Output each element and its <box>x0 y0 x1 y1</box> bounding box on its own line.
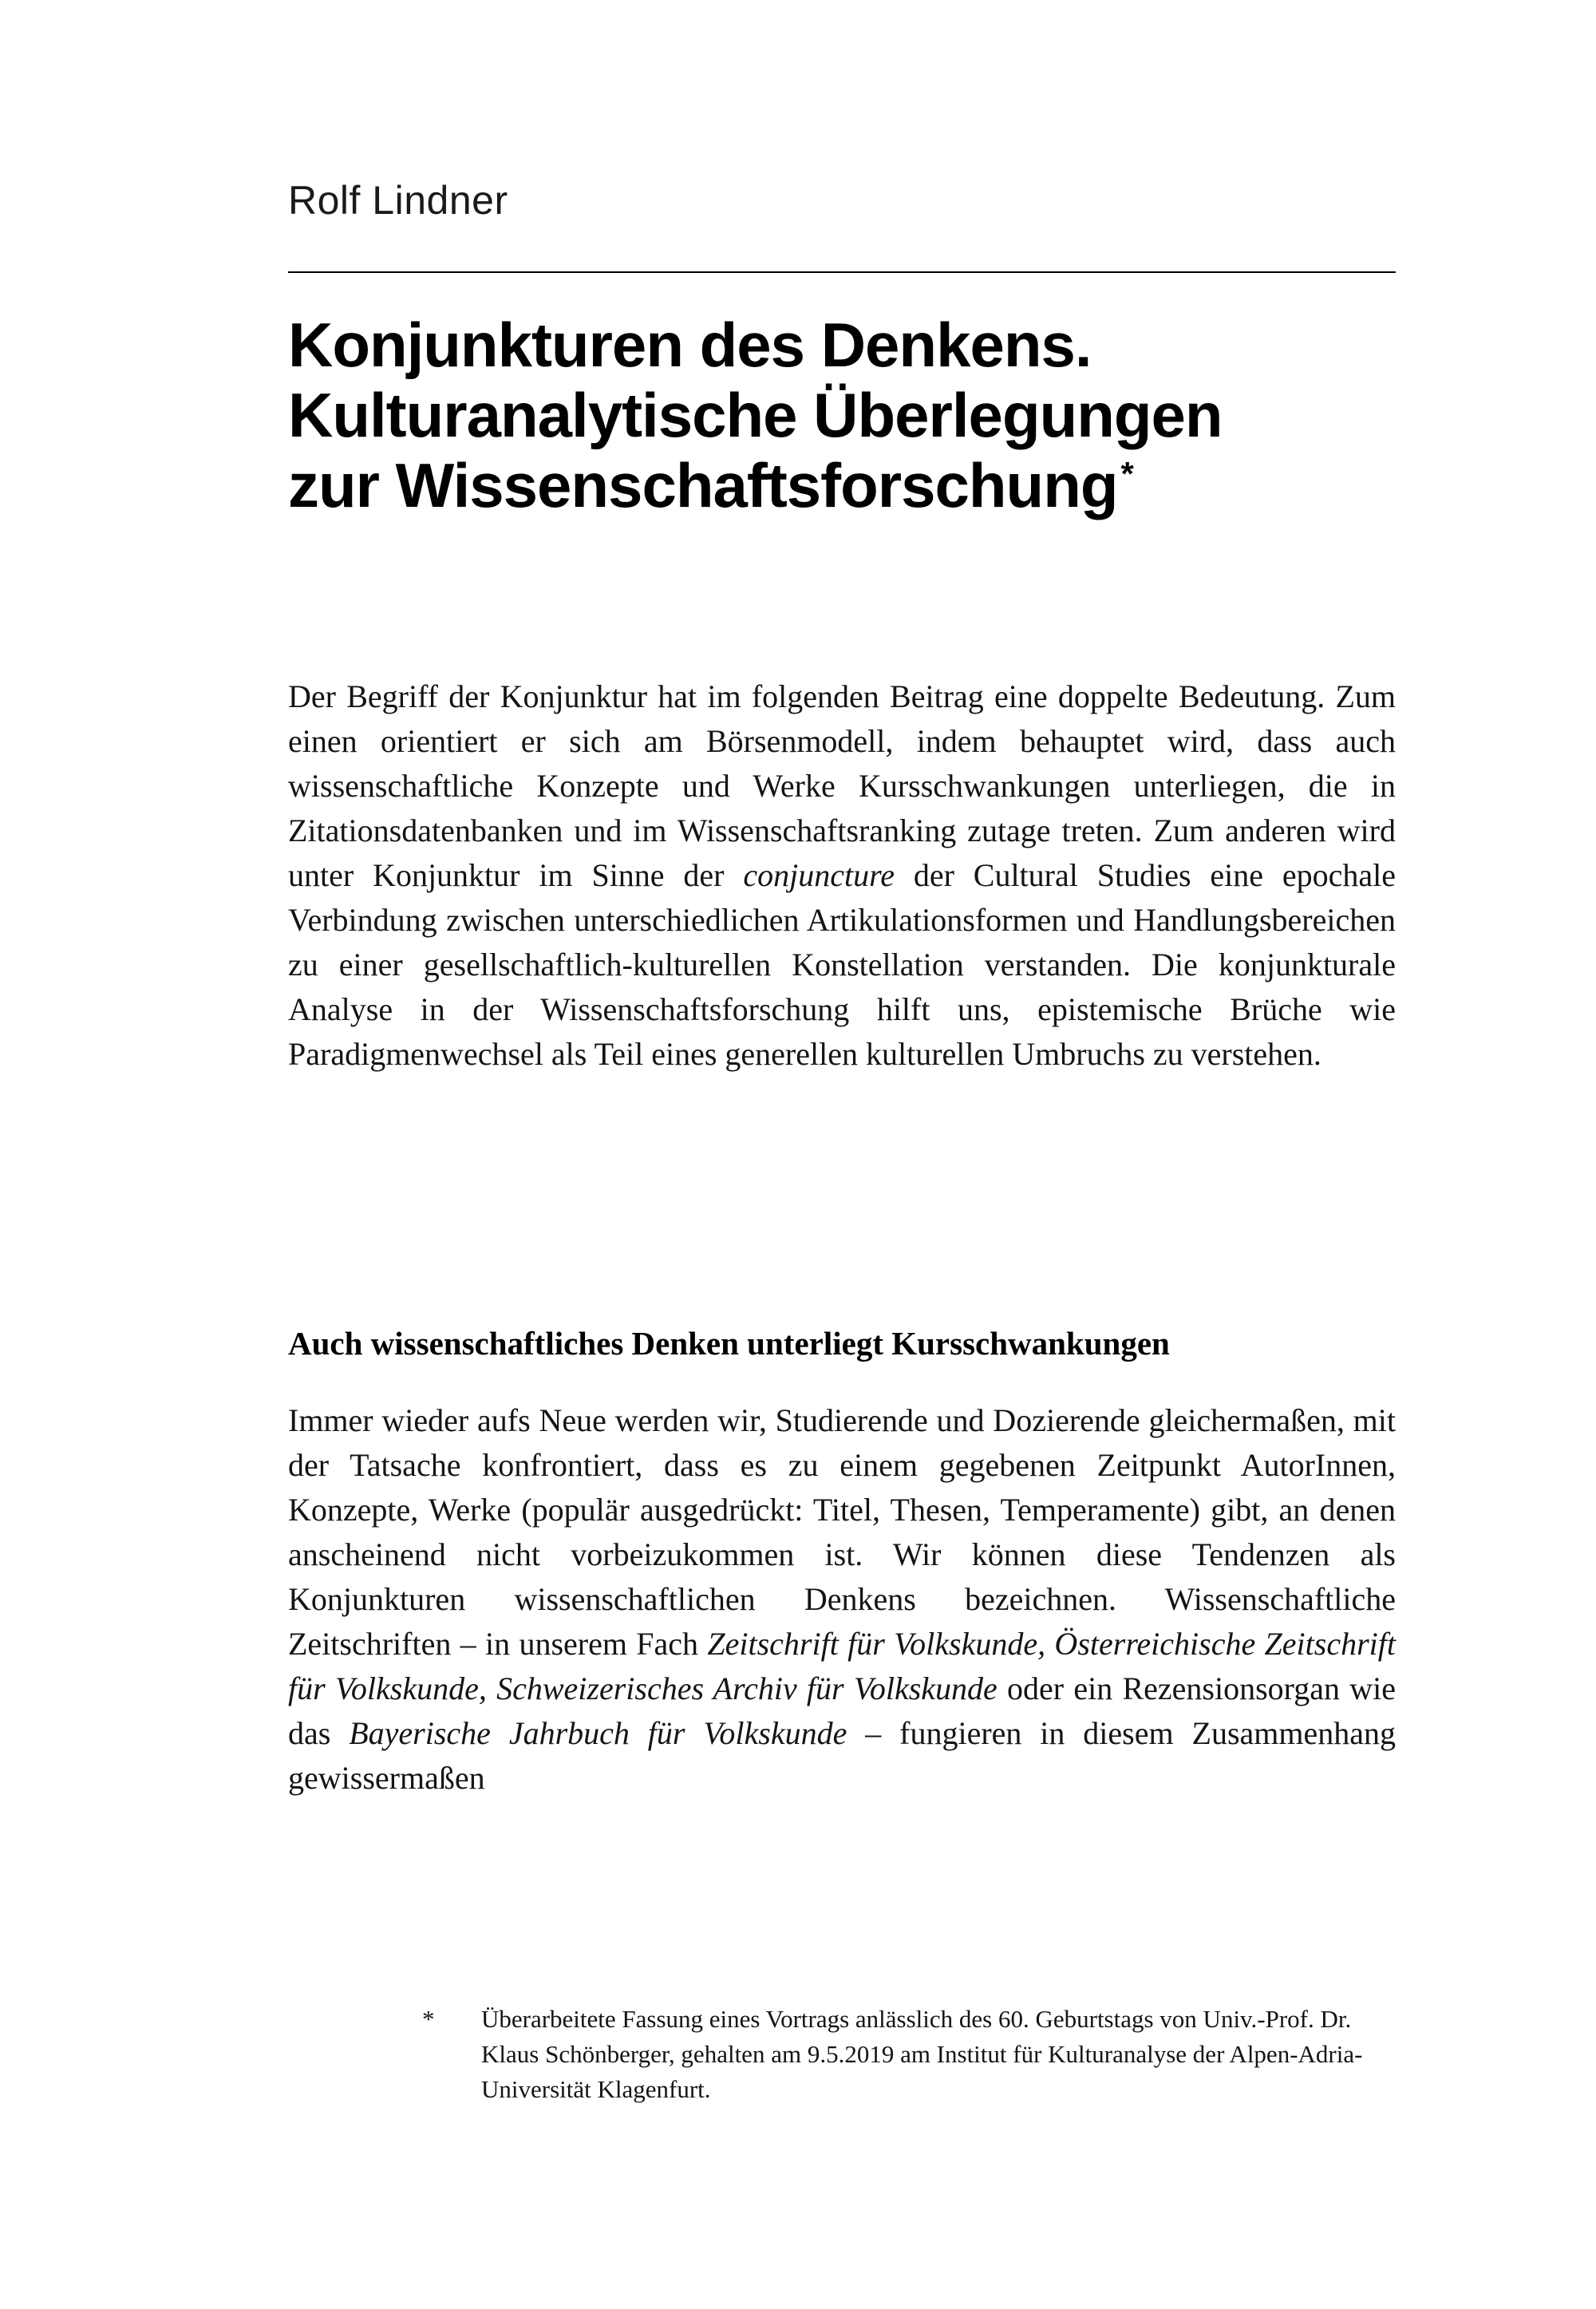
divider-rule <box>288 271 1396 273</box>
title-line-2: Kulturanalytische Überlegungen <box>288 380 1223 450</box>
title-line-3: zur Wissenschaftsforschung <box>288 450 1118 520</box>
author-name: Rolf Lindner <box>288 178 508 223</box>
footnote-text: Überarbeitete Fassung eines Vortrags anlässlich des 60. Geburtstags von Univ.-Prof. Dr. Klaus Schönberger, gehalten am 9.5.2019 am Institut für Kulturanalyse der Alpen-Adria-Universität Klagenfurt. <box>481 2005 1363 2103</box>
section-heading: Auch wissenschaftliches Denken unterliegt Kursschwankungen <box>288 1325 1170 1362</box>
title-line-1: Konjunkturen des Denkens. <box>288 310 1092 380</box>
abstract-segment: Der Begriff der Konjunktur hat im folgenden Beitrag eine doppelte Bedeutung. Zum einen orientiert er sich am Börsenmodell, indem behauptet wird, dass auch wissenschaftliche Konzepte und Werke Kursschwankungen unterliegen, die in Zitationsdatenbanken und im Wissenschaftsranking zutage treten. Zum anderen wird unter Konjunktur im Sinne der <box>288 678 1396 893</box>
body-segment: oder ein Rezensionsorgan wie das <box>288 1670 1396 1751</box>
body-segment-italic: Zeitschrift für Volkskunde, Österreichische Zeitschrift für Volkskunde, Schweizerisches Archiv für Volkskunde <box>288 1626 1396 1706</box>
body-segment: – fungieren in diesem Zusammenhang gewissermaßen <box>288 1715 1396 1796</box>
footnote <box>422 2002 1400 2107</box>
title-footnote-marker: * <box>1120 455 1133 492</box>
abstract-segment: der Cultural Studies eine epochale Verbindung zwischen unterschiedlichen Artikulationsformen und Handlungsbereichen zu einer gesellschaftlich-kulturellen Konstellation verstanden. Die konjunkturale Analyse in der Wissenschaftsforschung hilft uns, epistemische Brüche wie Paradigmenwechsel als Teil eines generellen kulturellen Umbruchs zu verstehen. <box>288 857 1396 1072</box>
abstract-segment-italic: conjuncture <box>743 857 895 893</box>
footnote-asterisk: * <box>422 2005 435 2033</box>
article-title <box>288 310 1485 520</box>
abstract-paragraph <box>288 674 1396 1077</box>
body-paragraph <box>288 1398 1396 1801</box>
body-segment-italic: Bayerische Jahrbuch für Volkskunde <box>349 1715 847 1751</box>
body-segment: Immer wieder aufs Neue werden wir, Studierende und Dozierende gleichermaßen, mit der Tatsache konfrontiert, dass es zu einem gegebenen Zeitpunkt AutorInnen, Konzepte, Werke (populär ausgedrückt: Titel, Thesen, Temperamente) gibt, an denen anscheinend nicht vorbeizukommen ist. Wir können diese Tendenzen als Konjunkturen wissenschaftlichen Denkens bezeichnen. Wissenschaftliche Zeitschriften – in unserem Fach <box>288 1402 1396 1662</box>
